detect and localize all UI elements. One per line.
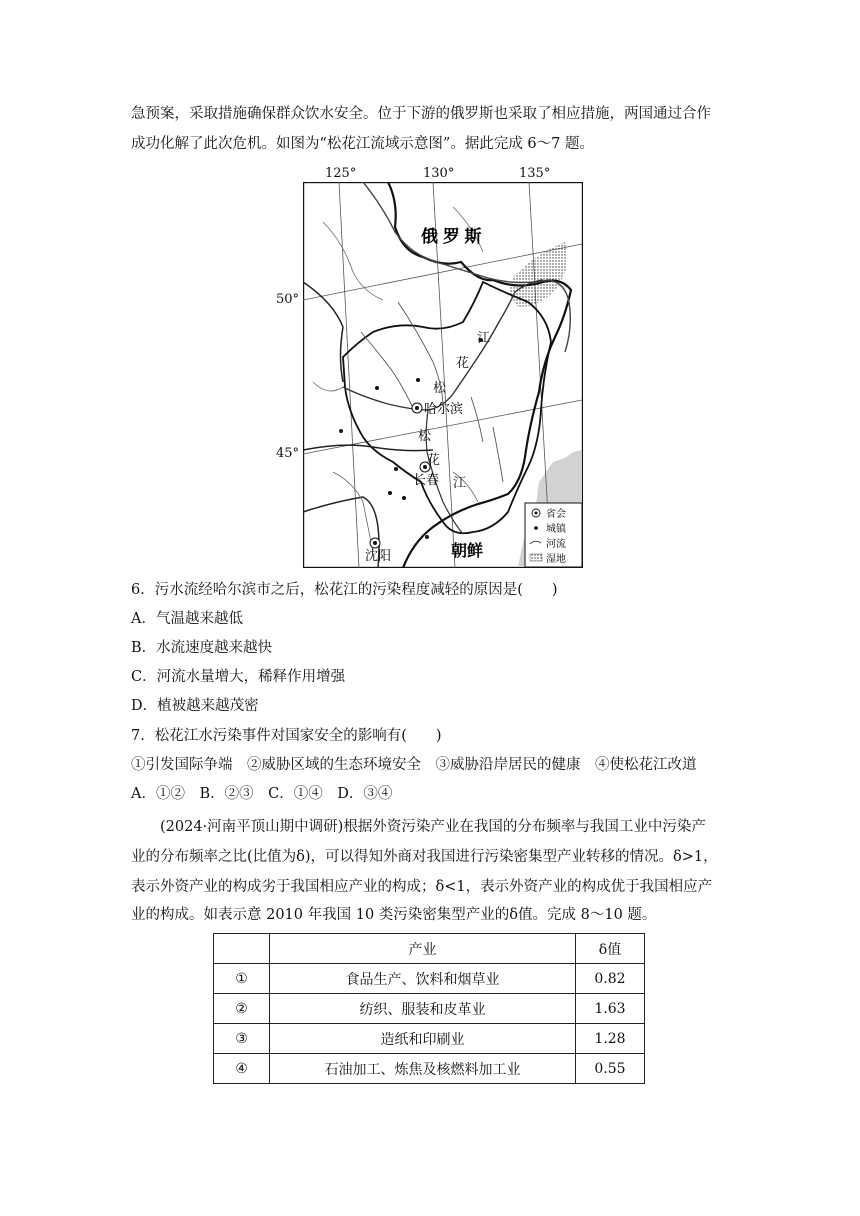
q6-stem: 6．污水流经哈尔滨市之后，松花江的污染程度减轻的原因是( ) bbox=[131, 582, 558, 598]
passage2-line-1: (2024·河南平顶山期中调研)根据外资污染产业在我国的分布频率与我国工业中污染产 bbox=[160, 819, 706, 835]
table-header-cell: δ值 bbox=[576, 934, 645, 964]
table-cell: ③ bbox=[214, 1024, 270, 1054]
table-cell: 造纸和印刷业 bbox=[270, 1024, 576, 1054]
svg-text:省会: 省会 bbox=[546, 509, 566, 520]
table-row bbox=[214, 994, 645, 1024]
table-cell: 0.55 bbox=[576, 1054, 645, 1084]
svg-text:湿地: 湿地 bbox=[546, 554, 566, 565]
q7-options: A．①② B．②③ C．①④ D．③④ bbox=[131, 786, 393, 802]
table-cell: ② bbox=[214, 994, 270, 1024]
svg-text:河流: 河流 bbox=[546, 539, 566, 550]
river-char: 松 bbox=[418, 429, 432, 444]
river-char: 花 bbox=[427, 453, 441, 468]
label-korea: 朝鲜 bbox=[451, 543, 484, 560]
passage2-line-3: 表示外资产业的构成劣于我国相应产业的构成；δ<1，表示外资产业的构成优于我国相应产 bbox=[131, 879, 713, 895]
lon-label-125: 125° bbox=[325, 166, 357, 181]
river-char: 江 bbox=[477, 331, 491, 346]
table-row bbox=[214, 1054, 645, 1084]
table-cell: ④ bbox=[214, 1054, 270, 1084]
river-char: 松 bbox=[433, 381, 447, 396]
table-cell: 1.28 bbox=[576, 1024, 645, 1054]
intro-line-2: 成功化解了此次危机。如图为“松花江流域示意图”。据此完成 6～7 题。 bbox=[131, 136, 594, 152]
svg-text:城镇: 城镇 bbox=[546, 524, 566, 535]
pollution-industry-table bbox=[213, 933, 645, 1084]
q6-option-b: B．水流速度越来越快 bbox=[131, 640, 273, 656]
lat-label-45: 45° bbox=[276, 446, 300, 461]
passage2-line-2: 业的分布频率之比(比值为δ)，可以得知外商对我国进行污染密集型产业转移的情况。δ>1， bbox=[131, 849, 718, 865]
table-row bbox=[214, 964, 645, 994]
q7-stem: 7．松花江水污染事件对国家安全的影响有( ) bbox=[131, 728, 442, 744]
label-russia: 俄 罗 斯 bbox=[421, 227, 482, 246]
songhua-basin-map bbox=[303, 182, 583, 568]
q7-items: ①引发国际争端 ②威胁区域的生态环境安全 ③威胁沿岸居民的健康 ④使松花江改道 bbox=[131, 757, 697, 773]
lon-label-130: 130° bbox=[423, 166, 455, 181]
svg-text:沈阳: 沈阳 bbox=[365, 549, 392, 564]
map-legend bbox=[525, 503, 582, 567]
lat-label-50: 50° bbox=[276, 292, 300, 307]
table-cell: 1.63 bbox=[576, 994, 645, 1024]
q6-option-d: D．植被越来越茂密 bbox=[131, 698, 259, 714]
svg-text:长春: 长春 bbox=[413, 473, 440, 488]
table-header-cell: 产业 bbox=[270, 934, 576, 964]
q6-option-c: C．河流水量增大，稀释作用增强 bbox=[131, 669, 346, 685]
svg-text:哈尔滨: 哈尔滨 bbox=[424, 402, 464, 417]
table-cell: 石油加工、炼焦及核燃料加工业 bbox=[270, 1054, 576, 1084]
table-cell: 0.82 bbox=[576, 964, 645, 994]
table-row bbox=[214, 1024, 645, 1054]
table-cell: 纺织、服装和皮革业 bbox=[270, 994, 576, 1024]
passage2-line-4: 业的构成。如表示意 2010 年我国 10 类污染密集型产业的δ值。完成 8～10 题。 bbox=[131, 907, 657, 923]
table-header-row bbox=[214, 934, 645, 964]
q6-option-a: A．气温越来越低 bbox=[131, 611, 243, 627]
intro-line-1: 急预案，采取措施确保群众饮水安全。位于下游的俄罗斯也采取了相应措施，两国通过合作 bbox=[131, 106, 711, 122]
table-cell: ① bbox=[214, 964, 270, 994]
river-char: 江 bbox=[453, 476, 467, 491]
table-cell: 食品生产、饮料和烟草业 bbox=[270, 964, 576, 994]
lon-label-135: 135° bbox=[519, 166, 551, 181]
table-header-cell bbox=[214, 934, 270, 964]
river-char: 花 bbox=[456, 356, 470, 371]
